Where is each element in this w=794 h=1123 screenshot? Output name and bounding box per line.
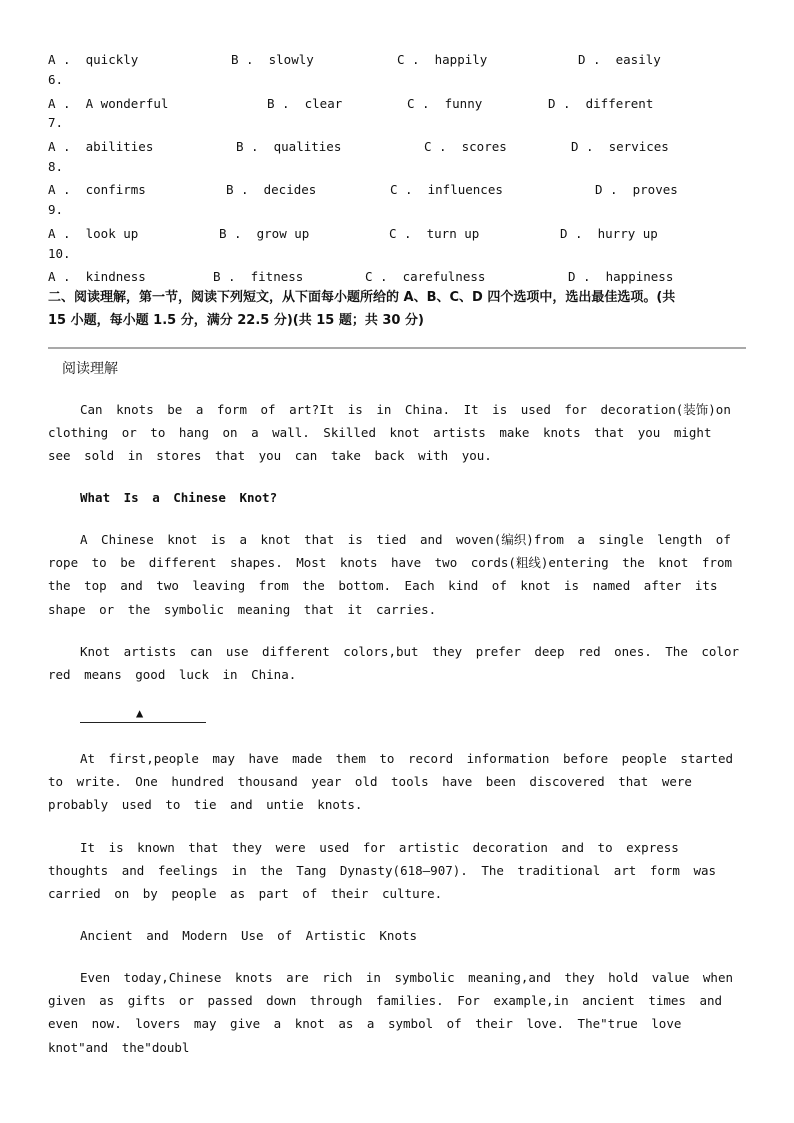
blank-line (80, 722, 206, 723)
question-6-options (48, 96, 748, 112)
option-b: B . decides (226, 182, 317, 197)
question-5-options (48, 52, 748, 68)
question-number: 6. (48, 72, 64, 87)
option-c: C . carefulness (365, 269, 486, 284)
section-title: 阅读理解 (62, 361, 118, 377)
passage-paragraph-1: Can knots be a form of art?It is in China. It is used for decoration(装饰)on clothing or to hang on a wall. Skilled knot artists make knots that you might see sold in stores that you can take back with you. (48, 402, 731, 464)
option-a: A . quickly (48, 52, 139, 67)
passage-heading-1: What Is a Chinese Knot? (80, 490, 278, 505)
option-d: D . easily (578, 52, 661, 67)
section-instruction (48, 286, 748, 332)
question-number: 7. (48, 115, 64, 130)
option-d: D . happiness (568, 269, 674, 284)
passage-heading-2: Ancient and Modern Use of Artistic Knots (80, 928, 418, 943)
option-c: C . turn up (389, 226, 480, 241)
instruction-line-1: 二、阅读理解，第一节，阅读下列短文，从下面每小题所给的 A、B、C、D 四个选项中，选出最佳选项。(共 (48, 290, 676, 305)
passage-paragraph-5: It is known that they were used for artistic decoration and to express thoughts and feelings in the Tang Dynasty(618—907). The traditional art form was carried on by people as part of their culture. (48, 840, 717, 902)
divider (48, 347, 746, 349)
option-a: A . abilities (48, 139, 154, 154)
option-b: B . grow up (219, 226, 310, 241)
option-b: B . qualities (236, 139, 342, 154)
option-c: C . funny (407, 96, 483, 111)
passage-paragraph-3: Knot artists can use different colors,but they prefer deep red ones. The color red means good luck in China. (48, 644, 739, 683)
option-c: C . happily (397, 52, 488, 67)
option-a: A . kindness (48, 269, 146, 284)
option-d: D . services (571, 139, 669, 154)
option-a: A . A wonderful (48, 96, 169, 111)
passage-paragraph-2: A Chinese knot is a knot that is tied and woven(编织)from a single length of rope to be different shapes. Most knots have two cords(粗线)entering the knot from the top and two leaving from the bottom. Each kind of knot is named after its shape or the symbolic meaning that it carries. (48, 532, 732, 617)
option-b: B . clear (267, 96, 343, 111)
option-c: C . influences (390, 182, 503, 197)
option-d: D . different (548, 96, 654, 111)
question-10-options (48, 269, 748, 285)
option-b: B . slowly (231, 52, 314, 67)
instruction-line-2: 15 小题，每小题 1.5 分，满分 22.5 分)(共 15 题；共 30 分) (48, 313, 424, 328)
option-d: D . hurry up (560, 226, 658, 241)
question-number: 9. (48, 202, 64, 217)
passage-paragraph-4: At first,people may have made them to record information before people started to write. One hundred thousand year old tools have been discovered that were probably used to tie and untie knots. (48, 751, 733, 813)
question-number: 10. (48, 246, 71, 261)
option-d: D . proves (595, 182, 678, 197)
question-9-options (48, 226, 748, 242)
option-a: A . look up (48, 226, 139, 241)
blank-marker: ▲ (136, 706, 144, 720)
question-8-options (48, 182, 748, 198)
option-b: B . fitness (213, 269, 304, 284)
question-number: 8. (48, 159, 64, 174)
option-c: C . scores (424, 139, 507, 154)
question-7-options (48, 139, 748, 155)
passage-paragraph-6: Even today,Chinese knots are rich in symbolic meaning,and they hold value when given as gifts or passed down through families. For example,in ancient times and even now. lovers may give a knot as a symbol of their love. The"true love knot"and the"doubl (48, 970, 733, 1055)
option-a: A . confirms (48, 182, 146, 197)
